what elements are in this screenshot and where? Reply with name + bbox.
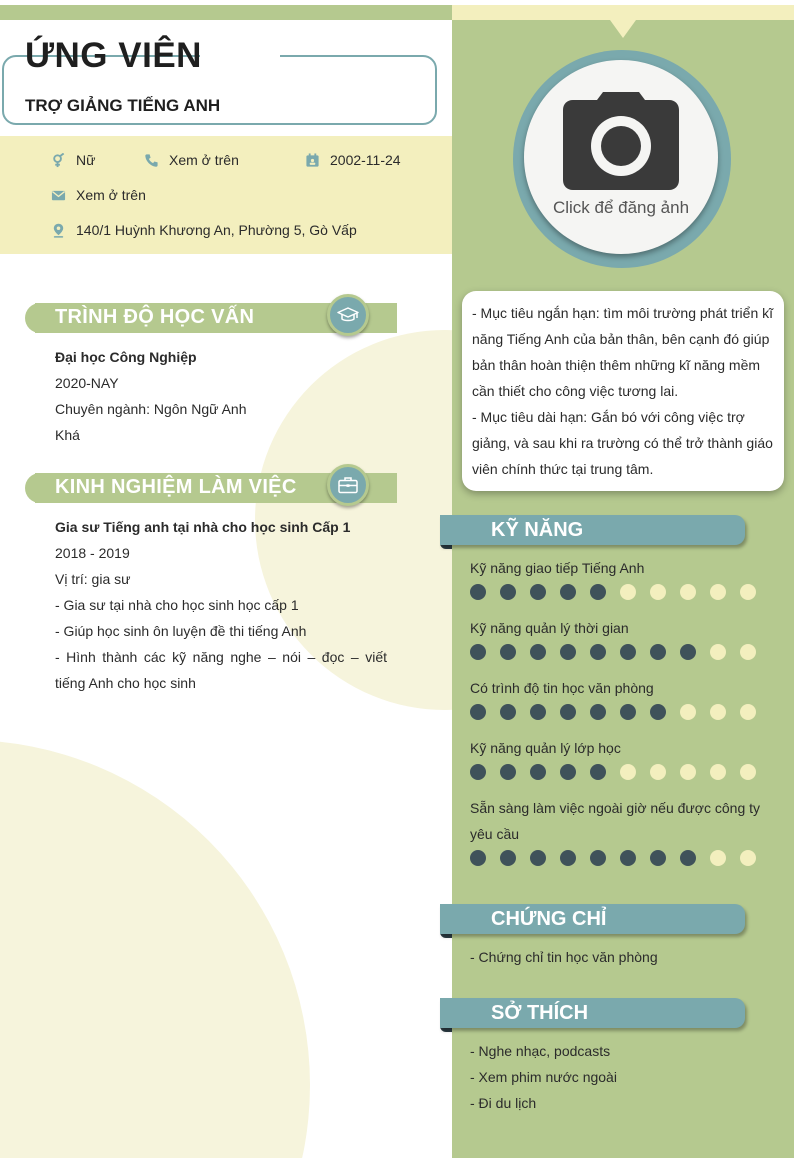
top-accent-bar [0, 5, 452, 20]
skill-dot-empty [620, 584, 636, 600]
candidate-name[interactable]: ỨNG VIÊN [25, 36, 202, 75]
calendar-icon [304, 152, 320, 168]
skill-dot-empty [650, 764, 666, 780]
skill-dot-empty [740, 584, 756, 600]
skill-dot-filled [650, 704, 666, 720]
skill-name[interactable]: Kỹ năng quản lý thời gian [470, 620, 629, 636]
certificates-list [470, 944, 770, 970]
hobby-item[interactable]: - Nghe nhạc, podcasts [470, 1043, 611, 1059]
contact-info [0, 136, 452, 254]
skill-dot-empty [620, 764, 636, 780]
skill-dot-empty [710, 704, 726, 720]
experience-job[interactable]: Gia sư Tiếng anh tại nhà cho học sinh Cấp 1 [55, 519, 351, 535]
education-grade[interactable]: Khá [55, 427, 80, 443]
skill-dot-filled [470, 850, 486, 866]
certificates-header [440, 904, 745, 938]
skill-dot-filled [620, 644, 636, 660]
skill-dot-empty [740, 850, 756, 866]
job-title[interactable]: TRỢ GIẢNG TIẾNG ANH [25, 96, 221, 115]
education-content [55, 344, 387, 448]
camera-icon[interactable] [563, 90, 679, 192]
skill-name[interactable]: Kỹ năng giao tiếp Tiếng Anh [470, 560, 645, 576]
skill-dot-filled [500, 764, 516, 780]
skill-dot-filled [500, 850, 516, 866]
skill-dot-empty [740, 644, 756, 660]
skill-dot-filled [560, 850, 576, 866]
skills-header [440, 515, 745, 549]
skill-dot-filled [620, 850, 636, 866]
school-name[interactable]: Đại học Công Nghiệp [55, 349, 197, 365]
skill-dot-filled [500, 644, 516, 660]
objective-short-term: - Mục tiêu ngắn hạn: tìm môi trường phát triển kĩ năng Tiếng Anh của bản thân, bên cạnh đó giúp bản thân hoàn thiện thêm những kĩ năng mềm cần thiết cho công việc tương lai. [472, 305, 774, 399]
certificate-item[interactable]: - Chứng chỉ tin học văn phòng [470, 949, 658, 965]
phone-icon [143, 152, 159, 168]
contact-birthdate[interactable] [304, 152, 401, 168]
mail-icon [50, 187, 66, 203]
skill-rating[interactable] [470, 584, 770, 600]
skill-name[interactable]: Có trình độ tin học văn phòng [470, 680, 654, 696]
skill-dot-filled [470, 764, 486, 780]
hobbies-list [470, 1038, 770, 1116]
birthdate-text: 2002-11-24 [330, 152, 401, 168]
education-header [35, 303, 397, 333]
skill-dot-empty [680, 704, 696, 720]
skill-dot-filled [590, 764, 606, 780]
skill-dot-filled [470, 584, 486, 600]
certificates-title: CHỨNG CHỈ [491, 908, 607, 930]
experience-period[interactable]: 2018 - 2019 [55, 545, 130, 561]
address-text: 140/1 Huỳnh Khương An, Phường 5, Gò Vấp [76, 222, 357, 238]
skill-name[interactable]: Sẵn sàng làm việc ngoài giờ nếu được công ty yêu cầu [470, 800, 761, 842]
right-top-strip [452, 5, 794, 20]
contact-phone[interactable] [143, 152, 239, 168]
experience-position[interactable]: Vị trí: gia sư [55, 571, 131, 587]
skill-dot-filled [680, 644, 696, 660]
skill-dot-empty [740, 704, 756, 720]
skill-dot-filled [500, 704, 516, 720]
ribbon-bar [440, 515, 745, 545]
skill-name[interactable]: Kỹ năng quản lý lớp học [470, 740, 621, 756]
skill-dot-filled [650, 850, 666, 866]
graduation-cap-icon [336, 303, 360, 327]
skill-dot-filled [530, 850, 546, 866]
skill-dot-empty [740, 764, 756, 780]
skill-dot-filled [590, 850, 606, 866]
skill-dot-filled [560, 764, 576, 780]
skill-dot-filled [650, 644, 666, 660]
skill-dot-empty [710, 644, 726, 660]
email-text: Xem ở trên [76, 187, 146, 203]
ribbon-bar [440, 998, 745, 1028]
skill-dot-filled [590, 584, 606, 600]
skill-dot-filled [530, 644, 546, 660]
briefcase-icon [336, 473, 360, 497]
experience-content [55, 514, 387, 696]
name-box-gap [200, 48, 280, 62]
skill-dot-filled [560, 584, 576, 600]
skill-dot-empty [650, 584, 666, 600]
skill-dot-filled [560, 644, 576, 660]
hobby-item[interactable]: - Đi du lịch [470, 1095, 537, 1111]
skill-dot-filled [530, 764, 546, 780]
skill-dot-filled [680, 850, 696, 866]
notch-marker [610, 20, 636, 38]
skill-dot-filled [530, 704, 546, 720]
career-objective[interactable] [462, 291, 784, 491]
skill-dot-empty [710, 764, 726, 780]
hobby-item[interactable]: - Xem phim nước ngoài [470, 1069, 617, 1085]
experience-duty[interactable]: - Hình thành các kỹ năng nghe – nói – đọc – viết tiếng Anh cho học sinh [55, 649, 387, 691]
skill-dot-filled [470, 644, 486, 660]
skill-dot-empty [710, 584, 726, 600]
contact-address[interactable] [50, 222, 357, 238]
skill-rating[interactable] [470, 704, 770, 720]
skill-rating[interactable] [470, 850, 770, 866]
gender-icon [50, 152, 66, 168]
skill-dot-filled [620, 704, 636, 720]
hobbies-header [440, 998, 745, 1032]
briefcase-badge [327, 464, 369, 506]
objective-long-term: - Mục tiêu dài hạn: Gắn bó với công việc trợ giảng, và sau khi ra trường có thể trở thành giáo viên chính thức tại trung tâm. [472, 409, 773, 477]
experience-duty[interactable]: - Gia sư tại nhà cho học sinh học cấp 1 [55, 597, 299, 613]
graduation-cap-badge [327, 294, 369, 336]
location-icon [50, 222, 66, 238]
decor-circle-large [0, 740, 310, 1158]
contact-gender[interactable] [50, 152, 95, 168]
education-period[interactable]: 2020-NAY [55, 375, 119, 391]
skill-dot-filled [530, 584, 546, 600]
phone-text: Xem ở trên [169, 152, 239, 168]
skill-dot-filled [590, 644, 606, 660]
skill-dot-empty [680, 584, 696, 600]
gender-text: Nữ [76, 152, 96, 168]
skills-title: KỸ NĂNG [491, 519, 584, 541]
skill-dot-empty [680, 764, 696, 780]
skill-dot-filled [590, 704, 606, 720]
education-title: TRÌNH ĐỘ HỌC VẤN [55, 306, 255, 328]
skill-dot-filled [500, 584, 516, 600]
skill-dot-filled [560, 704, 576, 720]
experience-duty[interactable]: - Giúp học sinh ôn luyện đề thi tiếng Anh [55, 623, 307, 639]
skill-rating[interactable] [470, 644, 770, 660]
experience-header [35, 473, 397, 503]
avatar-caption[interactable]: Click để đăng ảnh [552, 198, 690, 217]
skill-rating[interactable] [470, 764, 770, 780]
skill-dot-filled [470, 704, 486, 720]
skill-dot-empty [710, 850, 726, 866]
hobbies-title: SỞ THÍCH [491, 1002, 589, 1024]
education-major[interactable]: Chuyên ngành: Ngôn Ngữ Anh [55, 401, 247, 417]
experience-title: KINH NGHIỆM LÀM VIỆC [55, 476, 297, 498]
contact-email[interactable] [50, 187, 146, 203]
